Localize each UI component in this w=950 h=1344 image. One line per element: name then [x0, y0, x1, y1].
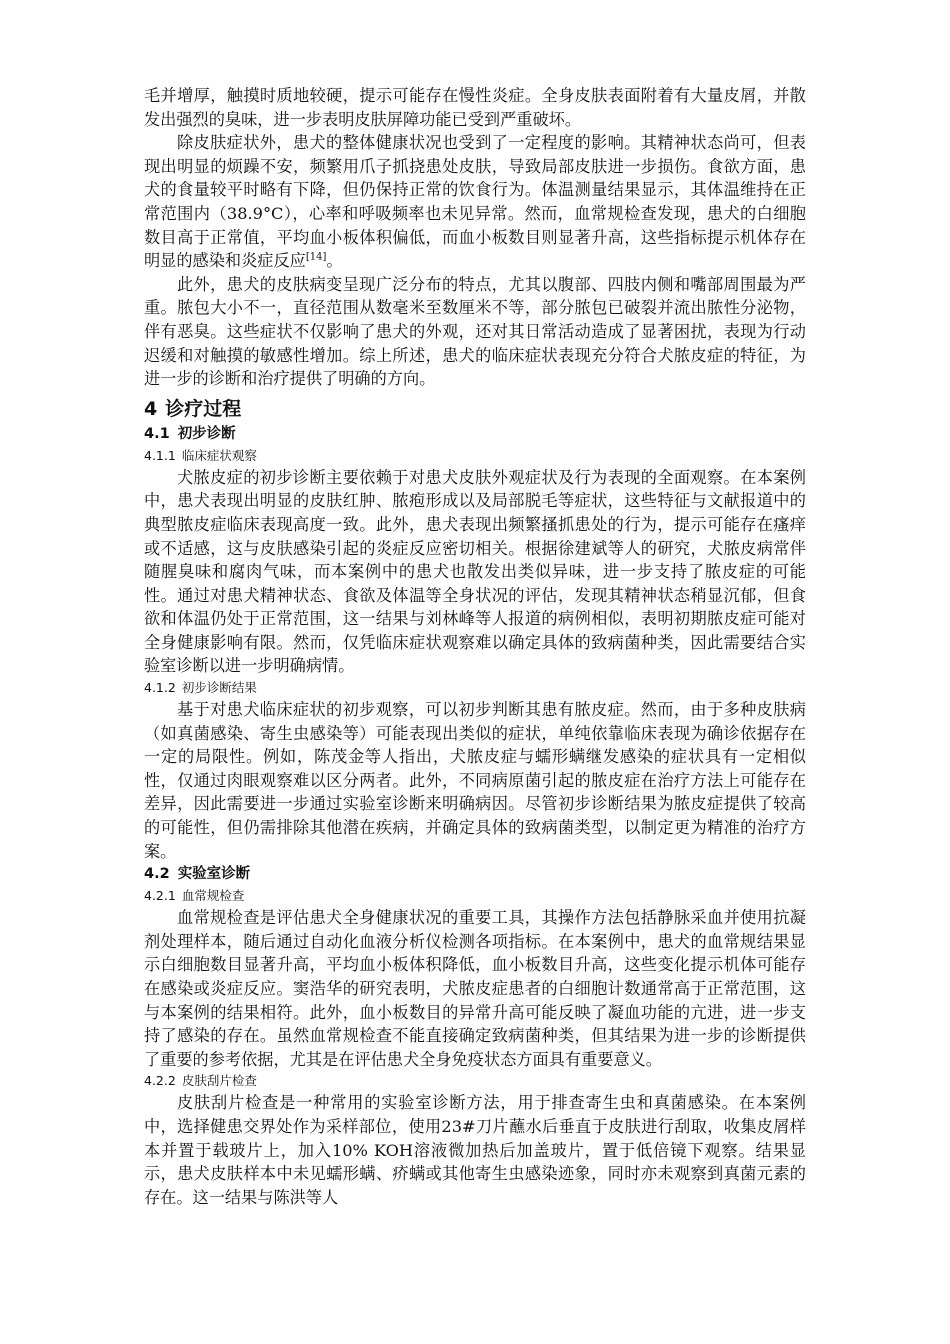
subsubsection-number: 4.2.1 [144, 888, 176, 904]
paragraph [144, 84, 806, 131]
subsection-title: 初步诊断 [177, 425, 236, 442]
subsubsection-title: 临床症状观察 [181, 447, 257, 463]
paragraph [144, 131, 806, 273]
paragraph [144, 698, 806, 863]
subsection-heading [144, 863, 806, 886]
section-number: 4 [144, 397, 158, 420]
paragraph [144, 906, 806, 1071]
paragraph-text: 皮肤刮片检查是一种常用的实验室诊断方法，用于排查寄生虫和真菌感染。在本案例中，选择健患交界处作为采样部位，使用23#刀片蘸水后垂直于皮肤进行刮取，收集皮屑样本并置于载玻片上，加入10% KOH溶液微加热后加盖玻片，置于低倍镜下观察。结果显示，患犬皮肤样本中未见蠕形螨、疥螨或其他寄生虫感染迹象，同时亦未观察到真菌元素的存在。这一结果与陈洪等人 [144, 1093, 806, 1207]
subsubsection-number: 4.1.1 [144, 447, 176, 463]
section-heading [144, 396, 806, 423]
subsubsection-heading [144, 1071, 806, 1091]
paragraph-text-end: 。 [326, 251, 343, 271]
subsubsection-number: 4.2.2 [144, 1073, 176, 1089]
paragraph [144, 466, 806, 678]
subsubsection-heading [144, 446, 806, 466]
section-title: 诊疗过程 [165, 397, 242, 420]
subsubsection-title: 皮肤刮片检查 [181, 1073, 257, 1089]
subsubsection-heading [144, 886, 806, 906]
subsection-number: 4.2 [144, 866, 170, 883]
document-page [144, 84, 806, 1209]
subsubsection-heading [144, 678, 806, 698]
paragraph-text: 此外，患犬的皮肤病变呈现广泛分布的特点，尤其以腹部、四肢内侧和嘴部周围最为严重。脓包大小不一，直径范围从数毫米至数厘米不等，部分脓包已破裂并流出脓性分泌物，伴有恶臭。这些症状不仅影响了患犬的外观，还对其日常活动造成了显著困扰，表现为行动迟缓和对触摸的敏感性增加。综上所述，患犬的临床症状表现充分符合犬脓皮症的特征，为进一步的诊断和治疗提供了明确的方向。 [144, 274, 806, 389]
paragraph [144, 1091, 806, 1209]
paragraph-text: 除皮肤症状外，患犬的整体健康状况也受到了一定程度的影响。其精神状态尚可，但表现出明显的烦躁不安，频繁用爪子抓挠患处皮肤，导致局部皮肤进一步损伤。食欲方面，患犬的食量较平时略有下降，但仍保持正常的饮食行为。体温测量结果显示，其体温维持在正常范围内（38.9°C），心率和呼吸频率也未见异常。然而，血常规检查发现，患犬的白细胞数目高于正常值，平均血小板体积偏低，而血小板数目则显著升高，这些指标提示机体存在明显的感染和炎症反应 [144, 133, 806, 271]
paragraph-text: 毛并增厚，触摸时质地较硬，提示可能存在慢性炎症。全身皮肤表面附着有大量皮屑，并散发出强烈的臭味，进一步表明皮肤屏障功能已受到严重破坏。 [144, 86, 806, 129]
subsection-number: 4.1 [144, 425, 170, 442]
paragraph-text: 犬脓皮症的初步诊断主要依赖于对患犬皮肤外观症状及行为表现的全面观察。在本案例中，患犬表现出明显的皮肤红肿、脓疱形成以及局部脱毛等症状，这些特征与文献报道中的典型脓皮症临床表现高度一致。此外，患犬表现出频繁搔抓患处的行为，提示可能存在瘙痒或不适感，这与皮肤感染引起的炎症反应密切相关。根据徐建斌等人的研究，犬脓皮病常伴随腥臭味和腐肉气味，而本案例中的患犬也散发出类似异味，进一步支持了脓皮症的可能性。通过对患犬精神状态、食欲及体温等全身状况的评估，发现其精神状态稍显沉郁，但食欲和体温仍处于正常范围，这一结果与刘林峰等人报道的病例相似，表明初期脓皮症可能对全身健康影响有限。然而，仅凭临床症状观察难以确定具体的致病菌种类，因此需要结合实验室诊断以进一步明确病情。 [144, 467, 806, 676]
paragraph [144, 273, 806, 391]
subsubsection-title: 初步诊断结果 [181, 680, 257, 696]
subsubsection-title: 血常规检查 [181, 888, 245, 904]
paragraph-text: 血常规检查是评估患犬全身健康状况的重要工具，其操作方法包括静脉采血并使用抗凝剂处理样本，随后通过自动化血液分析仪检测各项指标。在本案例中，患犬的血常规结果显示白细胞数目显著升高，平均血小板体积降低，血小板数目升高，这些变化提示机体可能存在感染或炎症反应。窦浩华的研究表明，犬脓皮症患者的白细胞计数通常高于正常范围，这与本案例的结果相符。此外，血小板数目的异常升高可能反映了凝血功能的亢进，进一步支持了感染的存在。虽然血常规检查不能直接确定致病菌种类，但其结果为进一步的诊断提供了重要的参考依据，尤其是在评估患犬全身免疫状态方面具有重要意义。 [144, 908, 806, 1069]
paragraph-text: 基于对患犬临床症状的初步观察，可以初步判断其患有脓皮症。然而，由于多种皮肤病（如真菌感染、寄生虫感染等）可能表现出类似的症状，单纯依靠临床表现为确诊依据存在一定的局限性。例如，陈茂金等人指出，犬脓皮症与蠕形螨继发感染的症状具有一定相似性，仅通过肉眼观察难以区分两者。此外，不同病原菌引起的脓皮症在治疗方法上可能存在差异，因此需要进一步通过实验室诊断来明确病因。尽管初步诊断结果为脓皮症提供了较高的可能性，但仍需排除其他潜在疾病，并确定具体的致病菌类型，以制定更为精准的治疗方案。 [144, 700, 806, 861]
subsubsection-number: 4.1.2 [144, 680, 176, 696]
citation-ref[interactable]: [14] [305, 251, 327, 263]
subsection-title: 实验室诊断 [177, 866, 251, 883]
subsection-heading [144, 423, 806, 446]
